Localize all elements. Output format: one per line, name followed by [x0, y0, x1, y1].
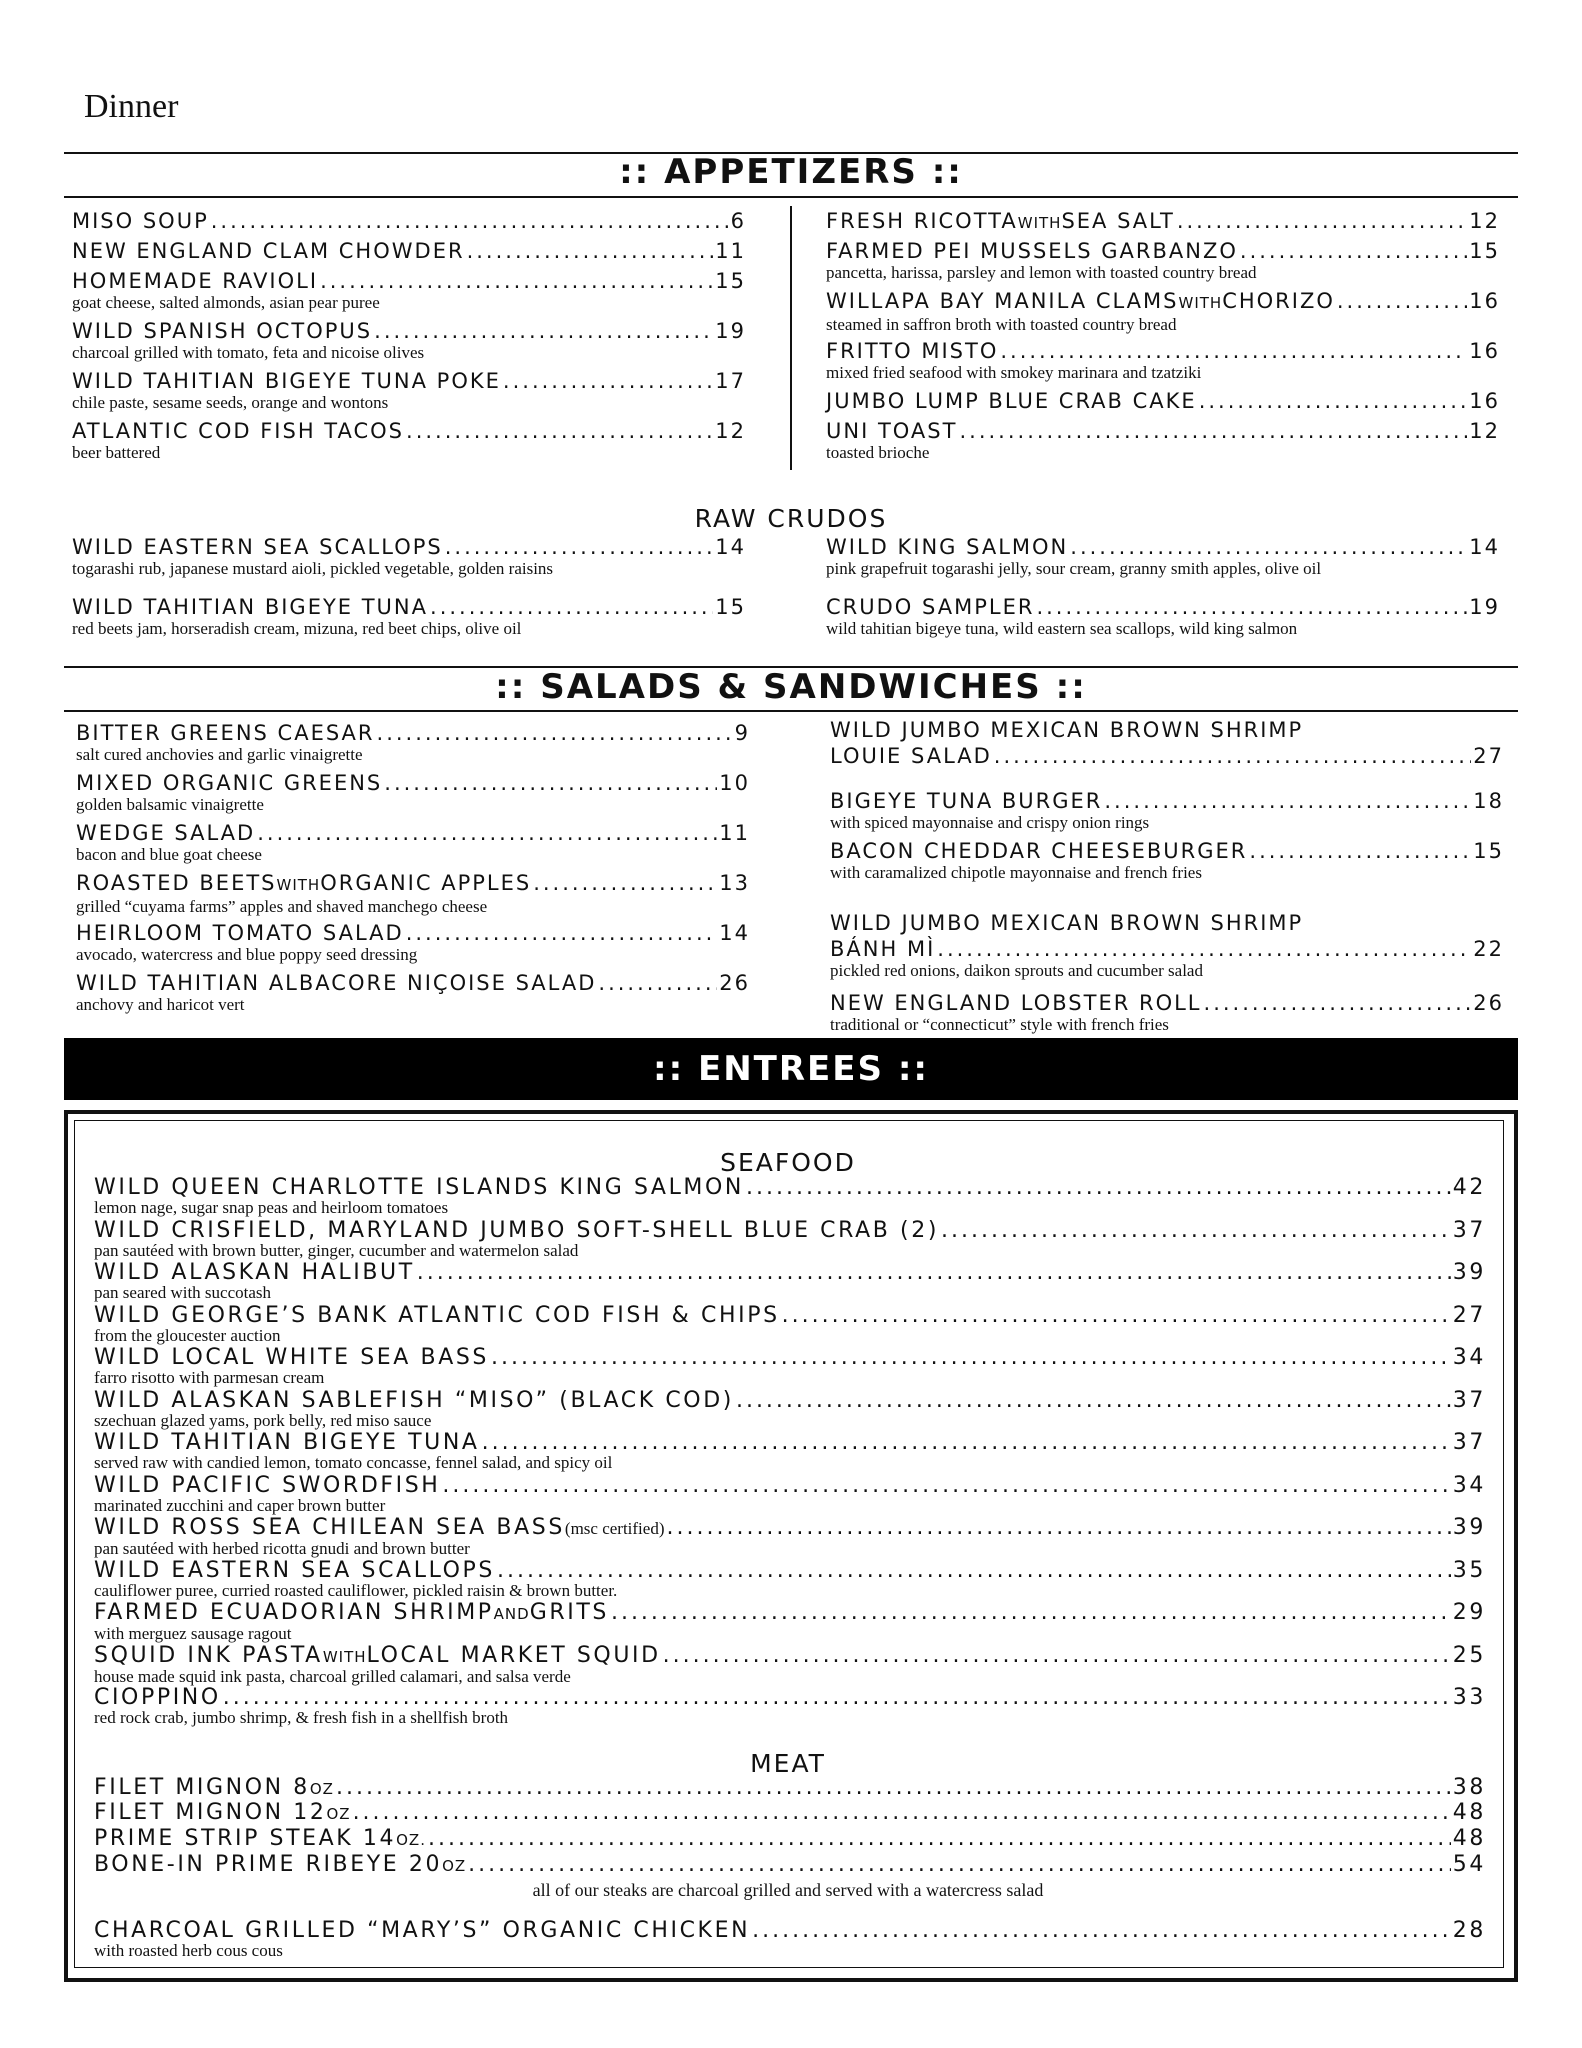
menu-item — [94, 1219, 1486, 1259]
item-price: 17 — [715, 369, 746, 393]
item-description: pink grapefruit togarashi jelly, sour cream, granny smith apples, olive oil — [826, 559, 1322, 578]
dot-leader — [937, 936, 1471, 962]
item-description: beer battered — [72, 443, 161, 462]
menu-item — [72, 268, 746, 312]
item-description: toasted brioche — [826, 443, 930, 462]
dot-leader — [1199, 388, 1468, 414]
item-price: 26 — [719, 971, 750, 995]
dot-leader — [406, 418, 713, 444]
menu-item — [94, 1686, 1486, 1726]
item-price: 11 — [719, 821, 750, 845]
dot-leader — [994, 743, 1471, 769]
item-name: WILD ALASKAN HALIBUT — [94, 1260, 415, 1285]
item-description: szechuan glazed yams, pork belly, red miso sauce — [94, 1410, 432, 1430]
menu-item — [94, 1827, 1486, 1852]
entrees-heading: :: ENTREES :: — [64, 1038, 1518, 1100]
item-line — [94, 1686, 1486, 1710]
menu-item — [94, 1431, 1486, 1471]
dot-leader — [336, 1776, 1451, 1800]
item-price: 12 — [1469, 209, 1500, 233]
item-price: 25 — [1452, 1642, 1486, 1668]
item-name: FILET MIGNON 8 — [94, 1775, 310, 1800]
item-price: 19 — [1469, 595, 1500, 619]
dot-leader — [1177, 208, 1467, 234]
item-line — [830, 936, 1504, 962]
item-line — [830, 788, 1504, 814]
item-description: served raw with candied lemon, tomato concasse, fennel salad, and spicy oil — [94, 1453, 613, 1472]
item-name: LOUIE SALAD — [830, 744, 992, 768]
item-description: with caramalized chipotle mayonnaise and french fries — [830, 863, 1202, 882]
item-price: 10 — [719, 771, 750, 795]
item-line — [94, 1644, 1486, 1669]
dot-leader — [941, 1219, 1451, 1243]
dot-leader — [377, 720, 733, 746]
item-name: WILD EASTERN SEA SCALLOPS — [94, 1557, 495, 1583]
menu-item — [72, 208, 746, 234]
dot-leader — [736, 1389, 1451, 1413]
dot-leader — [959, 418, 1467, 444]
item-price: 12 — [1469, 419, 1500, 443]
item-price: 39 — [1452, 1515, 1486, 1540]
item-line — [94, 1516, 1486, 1541]
item-name: ROASTED BEETS — [76, 871, 277, 895]
item-name-line1: WILD JUMBO MEXICAN BROWN SHRIMP — [830, 911, 1304, 935]
dot-leader — [497, 1559, 1451, 1583]
item-price: 14 — [719, 921, 750, 945]
item-line — [72, 318, 746, 344]
item-line — [72, 208, 746, 234]
item-line — [94, 1919, 1486, 1943]
item-name: BÁNH MÌ — [830, 937, 936, 961]
item-line — [72, 368, 746, 394]
item-name: FARMED ECUADORIAN SHRIMP — [94, 1600, 494, 1625]
item-name: BIGEYE TUNA BURGER — [830, 789, 1103, 813]
dot-leader — [1104, 788, 1471, 814]
item-price: 42 — [1452, 1175, 1486, 1200]
item-price: 9 — [734, 721, 750, 745]
item-name: NEW ENGLAND LOBSTER ROLL — [830, 991, 1202, 1015]
item-name: WILD TAHITIAN BIGEYE TUNA — [72, 595, 429, 619]
menu-item — [826, 594, 1500, 638]
item-description: with spiced mayonnaise and crispy onion rings — [830, 813, 1150, 832]
item-price: 26 — [1473, 991, 1504, 1015]
item-name-rest: LOCAL MARKET SQUID — [366, 1642, 661, 1668]
item-description: marinated zucchini and caper brown butter — [94, 1495, 386, 1515]
menu-item — [94, 1919, 1486, 1959]
dot-leader — [430, 594, 713, 620]
item-description: pan sautéed with brown butter, ginger, cucumber and watermelon salad — [94, 1240, 579, 1260]
item-description: mixed fried seafood with smokey marinara and tzatziki — [826, 363, 1202, 382]
menu-item — [72, 238, 746, 264]
dot-leader — [1070, 534, 1467, 560]
menu-item — [830, 990, 1504, 1034]
item-description: pan sautéed with herbed ricotta gnudi and brown butter — [94, 1539, 470, 1558]
item-line — [72, 268, 746, 294]
item-line — [826, 208, 1500, 236]
raw-crudos-heading: RAW CRUDOS — [694, 504, 888, 533]
item-description: lemon nage, sugar snap peas and heirloom tomatoes — [94, 1198, 449, 1217]
item-price: 18 — [1473, 789, 1504, 813]
dot-leader — [782, 1304, 1451, 1328]
item-price: 34 — [1452, 1345, 1486, 1370]
dot-leader — [468, 1853, 1451, 1877]
item-description: pan seared with succotash — [94, 1283, 272, 1302]
menu-item — [72, 418, 746, 462]
item-price: 35 — [1452, 1557, 1486, 1583]
item-name: WILD EASTERN SEA SCALLOPS — [72, 535, 443, 559]
item-name: CIOPPINO — [94, 1685, 221, 1710]
dot-leader — [667, 1516, 1451, 1540]
item-name-line1: WILD JUMBO MEXICAN BROWN SHRIMP — [830, 718, 1304, 742]
item-line — [72, 534, 746, 560]
dot-leader — [1240, 238, 1467, 264]
menu-item — [76, 970, 750, 1014]
item-name-rest: CHORIZO — [1222, 289, 1335, 313]
menu-item — [826, 338, 1500, 382]
menu-item — [826, 238, 1500, 282]
column-divider — [790, 206, 792, 470]
item-name: WILD SPANISH OCTOPUS — [72, 319, 373, 343]
item-line — [72, 418, 746, 444]
item-line — [94, 1261, 1486, 1285]
item-name: MISO SOUP — [72, 209, 209, 233]
item-line — [826, 534, 1500, 560]
item-name: WILD PACIFIC SWORDFISH — [94, 1472, 441, 1498]
item-name: WILD KING SALMON — [826, 535, 1069, 559]
item-line — [830, 990, 1504, 1016]
dot-leader — [406, 920, 718, 946]
item-price: 54 — [1452, 1852, 1486, 1877]
item-note: (msc certified) — [564, 1519, 665, 1538]
item-description: togarashi rub, japanese mustard aioli, pickled vegetable, golden raisins — [72, 559, 554, 578]
item-price: 15 — [715, 269, 746, 293]
dot-leader — [482, 1431, 1451, 1455]
item-description: salt cured anchovies and garlic vinaigrette — [76, 745, 363, 764]
item-price: 14 — [715, 535, 746, 559]
item-description: with merguez sausage ragout — [94, 1624, 292, 1643]
item-name-rest: SEA SALT — [1061, 209, 1175, 233]
item-description: red rock crab, jumbo shrimp, & fresh fish in a shellfish broth — [94, 1708, 509, 1727]
dot-leader — [211, 208, 729, 234]
item-price: 13 — [719, 871, 750, 895]
menu-item — [76, 920, 750, 964]
menu-item — [94, 1304, 1486, 1344]
menu-item — [94, 1644, 1486, 1685]
dot-leader — [598, 970, 717, 996]
menu-item — [94, 1516, 1486, 1557]
dot-leader — [374, 318, 713, 344]
item-line — [94, 1559, 1486, 1583]
menu-item — [94, 1776, 1486, 1801]
dot-leader — [417, 1261, 1451, 1285]
menu-title: Dinner — [84, 88, 179, 125]
menu-item — [94, 1801, 1486, 1826]
item-description: steamed in saffron broth with toasted country bread — [826, 315, 1177, 334]
dot-leader — [445, 534, 714, 560]
item-name: WILD TAHITIAN ALBACORE NIÇOISE SALAD — [76, 971, 597, 995]
menu-item — [94, 1559, 1486, 1599]
dot-leader — [353, 1801, 1451, 1825]
item-name: WILD GEORGE’S BANK ATLANTIC COD FISH & CHIPS — [94, 1302, 780, 1328]
dot-leader — [503, 368, 713, 394]
item-description: house made squid ink pasta, charcoal grilled calamari, and salsa verde — [94, 1666, 571, 1686]
item-name: WILD TAHITIAN BIGEYE TUNA POKE — [72, 369, 501, 393]
item-line — [826, 288, 1500, 316]
menu-item — [76, 820, 750, 864]
menu-item — [94, 1853, 1486, 1878]
item-description: charcoal grilled with tomato, feta and nicoise olives — [72, 343, 425, 362]
dot-leader — [533, 870, 717, 896]
appetizers-heading: :: APPETIZERS :: — [619, 152, 963, 192]
item-line — [76, 770, 750, 796]
salads-heading: :: SALADS & SANDWICHES :: — [495, 667, 1087, 707]
item-line — [94, 1346, 1486, 1370]
item-description: chile paste, sesame seeds, orange and wontons — [72, 393, 389, 412]
item-price: 15 — [1473, 839, 1504, 863]
item-description: pancetta, harissa, parsley and lemon with toasted country bread — [826, 263, 1257, 282]
item-line — [94, 1474, 1486, 1498]
item-name: FRITTO MISTO — [826, 339, 999, 363]
item-price: 37 — [1452, 1217, 1486, 1243]
item-description: farro risotto with parmesan cream — [94, 1368, 325, 1387]
dot-leader — [428, 1827, 1451, 1851]
item-line — [94, 1176, 1486, 1200]
item-price: 16 — [1469, 389, 1500, 413]
item-description: traditional or “connecticut” style with french fries — [830, 1015, 1169, 1034]
menu-item — [72, 594, 746, 638]
menu-item — [94, 1261, 1486, 1301]
item-line — [94, 1389, 1486, 1413]
item-price: 27 — [1473, 744, 1504, 768]
item-line — [76, 970, 750, 996]
dot-leader — [1000, 338, 1467, 364]
item-line — [76, 820, 750, 846]
menu-item — [830, 788, 1504, 832]
item-price: 28 — [1452, 1918, 1486, 1943]
item-name: WILD ROSS SEA CHILEAN SEA BASS — [94, 1515, 565, 1540]
item-price: 11 — [715, 239, 746, 263]
dot-leader — [257, 820, 717, 846]
item-description: grilled “cuyama farms” apples and shaved manchego cheese — [76, 897, 488, 916]
dot-leader — [320, 268, 713, 294]
item-line — [830, 743, 1504, 769]
item-line — [94, 1431, 1486, 1455]
item-connector: WITH — [1178, 294, 1223, 312]
item-connector: WITH — [1017, 214, 1062, 232]
item-connector: AND — [493, 1605, 530, 1623]
item-unit: OZ — [326, 1805, 351, 1823]
item-line — [826, 238, 1500, 264]
item-description: with roasted herb cous cous — [94, 1941, 283, 1960]
item-line — [94, 1601, 1486, 1626]
item-line — [76, 870, 750, 898]
item-name: CHARCOAL GRILLED “MARY’S” ORGANIC CHICKEN — [94, 1918, 751, 1943]
item-price: 14 — [1469, 535, 1500, 559]
item-line — [826, 594, 1500, 620]
menu-item — [94, 1389, 1486, 1429]
item-price: 15 — [1469, 239, 1500, 263]
item-price: 38 — [1452, 1775, 1486, 1800]
menu-item — [76, 870, 750, 916]
dot-leader — [491, 1346, 1451, 1370]
item-connector: WITH — [276, 876, 321, 894]
item-line — [94, 1853, 1486, 1878]
item-price: 22 — [1473, 937, 1504, 961]
menu-item — [76, 720, 750, 764]
menu-item — [72, 534, 746, 578]
item-price: 48 — [1452, 1826, 1486, 1851]
dot-leader — [467, 238, 714, 264]
item-unit: OZ — [442, 1857, 467, 1875]
item-name: UNI TOAST — [826, 419, 958, 443]
dot-leader — [1204, 990, 1472, 1016]
dot-leader — [442, 1474, 1450, 1498]
item-line — [94, 1801, 1486, 1826]
menu-item — [826, 208, 1500, 236]
item-name: PRIME STRIP STEAK 14 — [94, 1826, 397, 1851]
item-name: WILLAPA BAY MANILA CLAMS — [826, 289, 1179, 313]
item-description: goat cheese, salted almonds, asian pear puree — [72, 293, 380, 312]
item-description: wild tahitian bigeye tuna, wild eastern sea scallops, wild king salmon — [826, 619, 1298, 638]
item-line — [72, 594, 746, 620]
menu-item — [826, 288, 1500, 334]
meat-heading: MEAT — [750, 1749, 826, 1778]
menu-item — [826, 388, 1500, 414]
item-description: bacon and blue goat cheese — [76, 845, 262, 864]
item-name: BACON CHEDDAR CHEESEBURGER — [830, 839, 1248, 863]
item-price: 16 — [1469, 339, 1500, 363]
menu-item — [830, 910, 1504, 980]
dot-leader — [223, 1686, 1451, 1710]
item-name: HEIRLOOM TOMATO SALAD — [76, 921, 404, 945]
item-description: red beets jam, horseradish cream, mizuna, red beet chips, olive oil — [72, 619, 522, 638]
item-price: 16 — [1469, 289, 1500, 313]
dot-leader — [663, 1644, 1451, 1668]
item-line — [72, 238, 746, 264]
item-price: 39 — [1452, 1260, 1486, 1285]
item-description: cauliflower puree, curried roasted cauliflower, pickled raisin & brown butter. — [94, 1580, 618, 1600]
steak-note: all of our steaks are charcoal grilled and served with a watercress salad — [532, 1880, 1044, 1900]
dot-leader — [746, 1176, 1451, 1200]
dot-leader — [1036, 594, 1467, 620]
menu-item — [76, 770, 750, 814]
item-line — [94, 1219, 1486, 1243]
item-name-rest: ORGANIC APPLES — [320, 871, 532, 895]
item-line — [76, 720, 750, 746]
divider — [64, 710, 1518, 712]
item-line — [94, 1827, 1486, 1852]
item-name-top — [830, 910, 1504, 936]
item-name-rest: GRITS — [529, 1600, 609, 1625]
dot-leader — [1337, 288, 1467, 314]
item-name-top — [830, 717, 1504, 743]
menu-item — [830, 717, 1504, 769]
item-price: 37 — [1452, 1387, 1486, 1413]
menu-item — [94, 1346, 1486, 1386]
item-price: 19 — [715, 319, 746, 343]
divider — [64, 196, 1518, 198]
item-name: MIXED ORGANIC GREENS — [76, 771, 383, 795]
item-name: BITTER GREENS CAESAR — [76, 721, 375, 745]
dot-leader — [1249, 838, 1471, 864]
item-line — [830, 838, 1504, 864]
item-name: ATLANTIC COD FISH TACOS — [72, 419, 405, 443]
menu-item — [94, 1601, 1486, 1642]
menu-item — [830, 838, 1504, 882]
item-line — [94, 1776, 1486, 1801]
item-description: anchovy and haricot vert — [76, 995, 245, 1014]
dot-leader — [752, 1919, 1451, 1943]
item-description: from the gloucester auction — [94, 1325, 281, 1345]
item-line — [826, 418, 1500, 444]
item-price: 15 — [715, 595, 746, 619]
item-name: WEDGE SALAD — [76, 821, 256, 845]
item-price: 29 — [1452, 1600, 1486, 1625]
item-name: FILET MIGNON 12 — [94, 1800, 327, 1825]
item-description: pickled red onions, daikon sprouts and cucumber salad — [830, 961, 1203, 980]
item-price: 12 — [715, 419, 746, 443]
item-line — [94, 1304, 1486, 1328]
item-unit: OZ. — [396, 1831, 426, 1849]
item-price: 33 — [1452, 1685, 1486, 1710]
menu-item — [72, 318, 746, 362]
dot-leader — [384, 770, 717, 796]
item-name: CRUDO SAMPLER — [826, 595, 1035, 619]
dot-leader — [611, 1601, 1451, 1625]
item-price: 48 — [1452, 1800, 1486, 1825]
item-line — [826, 338, 1500, 364]
item-line — [76, 920, 750, 946]
item-description: golden balsamic vinaigrette — [76, 795, 264, 814]
item-name: BONE-IN PRIME RIBEYE 20 — [94, 1852, 443, 1877]
item-price: 34 — [1452, 1472, 1486, 1498]
item-name: WILD ALASKAN SABLEFISH “MISO” (BLACK COD) — [94, 1387, 734, 1413]
menu-item — [94, 1176, 1486, 1216]
seafood-heading: SEAFOOD — [720, 1148, 856, 1177]
item-name: SQUID INK PASTA — [94, 1642, 323, 1668]
menu-item — [826, 534, 1500, 578]
item-name: WILD LOCAL WHITE SEA BASS — [94, 1345, 489, 1370]
item-price: 27 — [1452, 1302, 1486, 1328]
menu-item — [94, 1474, 1486, 1514]
item-name: WILD QUEEN CHARLOTTE ISLANDS KING SALMON — [94, 1175, 744, 1200]
item-connector: WITH — [322, 1647, 367, 1666]
item-name: NEW ENGLAND CLAM CHOWDER — [72, 239, 465, 263]
item-line — [826, 388, 1500, 414]
item-name: WILD CRISFIELD, MARYLAND JUMBO SOFT-SHELL BLUE CRAB (2) — [94, 1217, 940, 1243]
menu-item — [826, 418, 1500, 462]
item-unit: OZ — [309, 1780, 334, 1798]
menu-item — [72, 368, 746, 412]
item-name: JUMBO LUMP BLUE CRAB CAKE — [826, 389, 1197, 413]
item-name: HOMEMADE RAVIOLI — [72, 269, 319, 293]
item-name: WILD TAHITIAN BIGEYE TUNA — [94, 1430, 480, 1455]
item-price: 6 — [730, 209, 746, 233]
item-name: FRESH RICOTTA — [826, 209, 1018, 233]
item-price: 37 — [1452, 1430, 1486, 1455]
item-name: FARMED PEI MUSSELS GARBANZO — [826, 239, 1238, 263]
item-description: avocado, watercress and blue poppy seed dressing — [76, 945, 418, 964]
